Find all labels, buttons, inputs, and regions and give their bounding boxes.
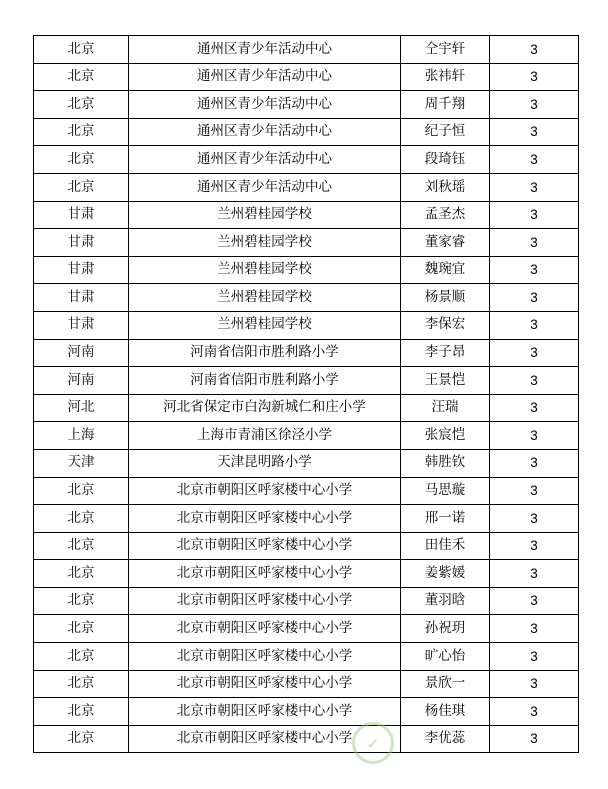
- student-name-cell: 旷心怡: [401, 643, 490, 671]
- school-cell: 北京市朝阳区呼家楼中心小学: [129, 587, 401, 615]
- student-name-cell: 姜紫媛: [401, 560, 490, 588]
- student-name-cell: 李保宏: [401, 311, 490, 339]
- score-cell: 3: [490, 63, 579, 91]
- province-cell: 甘肃: [34, 311, 129, 339]
- student-name-cell: 张祎轩: [401, 63, 490, 91]
- score-cell: 3: [490, 36, 579, 64]
- score-cell: 3: [490, 339, 579, 367]
- table-row: [34, 201, 579, 229]
- student-name-cell: 马思璇: [401, 477, 490, 505]
- table-row: [34, 63, 579, 91]
- score-cell: 3: [490, 643, 579, 671]
- school-cell: 河南省信阳市胜利路小学: [129, 339, 401, 367]
- school-cell: 河南省信阳市胜利路小学: [129, 367, 401, 395]
- score-cell: 3: [490, 725, 579, 753]
- province-cell: 天津: [34, 449, 129, 477]
- score-cell: 3: [490, 670, 579, 698]
- table-row: [34, 505, 579, 533]
- score-cell: 3: [490, 449, 579, 477]
- table-row: [34, 643, 579, 671]
- student-name-cell: 张宸恺: [401, 422, 490, 450]
- table-row: [34, 698, 579, 726]
- school-cell: 北京市朝阳区呼家楼中心小学: [129, 670, 401, 698]
- table-row: [34, 532, 579, 560]
- table-row: [34, 36, 579, 64]
- score-cell: 3: [490, 201, 579, 229]
- school-cell: 兰州碧桂园学校: [129, 284, 401, 312]
- school-cell: 天津昆明路小学: [129, 449, 401, 477]
- watermark-check-icon: ✓: [366, 733, 380, 753]
- student-name-cell: 段琦钰: [401, 146, 490, 174]
- student-name-cell: 王景恺: [401, 367, 490, 395]
- score-cell: 3: [490, 256, 579, 284]
- school-cell: 北京市朝阳区呼家楼中心小学: [129, 560, 401, 588]
- province-cell: 甘肃: [34, 256, 129, 284]
- table-row: [34, 118, 579, 146]
- province-cell: 北京: [34, 36, 129, 64]
- score-cell: 3: [490, 146, 579, 174]
- score-cell: 3: [490, 118, 579, 146]
- score-cell: 3: [490, 532, 579, 560]
- student-name-cell: 董家睿: [401, 229, 490, 257]
- score-cell: 3: [490, 698, 579, 726]
- school-cell: 上海市青浦区徐泾小学: [129, 422, 401, 450]
- province-cell: 北京: [34, 532, 129, 560]
- student-name-cell: 刘秋瑶: [401, 173, 490, 201]
- province-cell: 北京: [34, 698, 129, 726]
- score-cell: 3: [490, 587, 579, 615]
- table-row: [34, 560, 579, 588]
- score-cell: 3: [490, 422, 579, 450]
- province-cell: 北京: [34, 118, 129, 146]
- table-row: [34, 311, 579, 339]
- student-name-cell: 杨景顺: [401, 284, 490, 312]
- province-cell: 甘肃: [34, 229, 129, 257]
- student-name-cell: 李优蕊: [401, 725, 490, 753]
- score-cell: 3: [490, 367, 579, 395]
- student-name-cell: 邢一诺: [401, 505, 490, 533]
- table-row: [34, 91, 579, 119]
- school-cell: 兰州碧桂园学校: [129, 201, 401, 229]
- student-name-cell: 杨佳琪: [401, 698, 490, 726]
- school-cell: 北京市朝阳区呼家楼中心小学: [129, 477, 401, 505]
- student-name-cell: 汪瑞: [401, 394, 490, 422]
- table-row: [34, 449, 579, 477]
- score-cell: 3: [490, 505, 579, 533]
- school-cell: 通州区青少年活动中心: [129, 173, 401, 201]
- school-cell: 河北省保定市白沟新城仁和庄小学: [129, 394, 401, 422]
- province-cell: 北京: [34, 560, 129, 588]
- table-row: [34, 587, 579, 615]
- results-table: [33, 35, 579, 753]
- school-cell: 北京市朝阳区呼家楼中心小学: [129, 698, 401, 726]
- table-row: [34, 477, 579, 505]
- province-cell: 北京: [34, 587, 129, 615]
- school-cell: 北京市朝阳区呼家楼中心小学: [129, 505, 401, 533]
- table-row: [34, 615, 579, 643]
- province-cell: 北京: [34, 670, 129, 698]
- table-row: [34, 146, 579, 174]
- table-row: [34, 229, 579, 257]
- student-name-cell: 李子昂: [401, 339, 490, 367]
- student-name-cell: 田佳禾: [401, 532, 490, 560]
- province-cell: 上海: [34, 422, 129, 450]
- table-row: [34, 367, 579, 395]
- province-cell: 甘肃: [34, 201, 129, 229]
- score-cell: 3: [490, 173, 579, 201]
- score-cell: 3: [490, 560, 579, 588]
- province-cell: 北京: [34, 63, 129, 91]
- school-cell: 北京市朝阳区呼家楼中心小学: [129, 725, 401, 753]
- school-cell: 兰州碧桂园学校: [129, 229, 401, 257]
- province-cell: 北京: [34, 725, 129, 753]
- school-cell: 北京市朝阳区呼家楼中心小学: [129, 643, 401, 671]
- student-name-cell: 周千翔: [401, 91, 490, 119]
- student-name-cell: 韩胜钦: [401, 449, 490, 477]
- province-cell: 甘肃: [34, 284, 129, 312]
- province-cell: 河南: [34, 367, 129, 395]
- student-name-cell: 孟圣杰: [401, 201, 490, 229]
- table-row: [34, 422, 579, 450]
- table-row: [34, 339, 579, 367]
- score-cell: 3: [490, 91, 579, 119]
- score-cell: 3: [490, 229, 579, 257]
- table-row: [34, 725, 579, 753]
- student-name-cell: 魏琬宜: [401, 256, 490, 284]
- student-name-cell: 孙祝玥: [401, 615, 490, 643]
- score-cell: 3: [490, 394, 579, 422]
- school-cell: 通州区青少年活动中心: [129, 91, 401, 119]
- province-cell: 北京: [34, 643, 129, 671]
- school-cell: 北京市朝阳区呼家楼中心小学: [129, 615, 401, 643]
- school-cell: 兰州碧桂园学校: [129, 256, 401, 284]
- school-cell: 兰州碧桂园学校: [129, 311, 401, 339]
- table-row: [34, 670, 579, 698]
- province-cell: 河北: [34, 394, 129, 422]
- school-cell: 北京市朝阳区呼家楼中心小学: [129, 532, 401, 560]
- table-row: [34, 256, 579, 284]
- school-cell: 通州区青少年活动中心: [129, 36, 401, 64]
- student-name-cell: 董羽晗: [401, 587, 490, 615]
- table-row: [34, 394, 579, 422]
- province-cell: 北京: [34, 505, 129, 533]
- student-name-cell: 仝宇轩: [401, 36, 490, 64]
- school-cell: 通州区青少年活动中心: [129, 63, 401, 91]
- province-cell: 北京: [34, 91, 129, 119]
- table-row: [34, 173, 579, 201]
- score-cell: 3: [490, 284, 579, 312]
- table-row: [34, 284, 579, 312]
- province-cell: 河南: [34, 339, 129, 367]
- school-cell: 通州区青少年活动中心: [129, 146, 401, 174]
- student-name-cell: 纪子恒: [401, 118, 490, 146]
- school-cell: 通州区青少年活动中心: [129, 118, 401, 146]
- province-cell: 北京: [34, 173, 129, 201]
- results-table-body: [34, 36, 579, 753]
- score-cell: 3: [490, 477, 579, 505]
- province-cell: 北京: [34, 615, 129, 643]
- score-cell: 3: [490, 311, 579, 339]
- province-cell: 北京: [34, 146, 129, 174]
- score-cell: 3: [490, 615, 579, 643]
- student-name-cell: 景欣一: [401, 670, 490, 698]
- province-cell: 北京: [34, 477, 129, 505]
